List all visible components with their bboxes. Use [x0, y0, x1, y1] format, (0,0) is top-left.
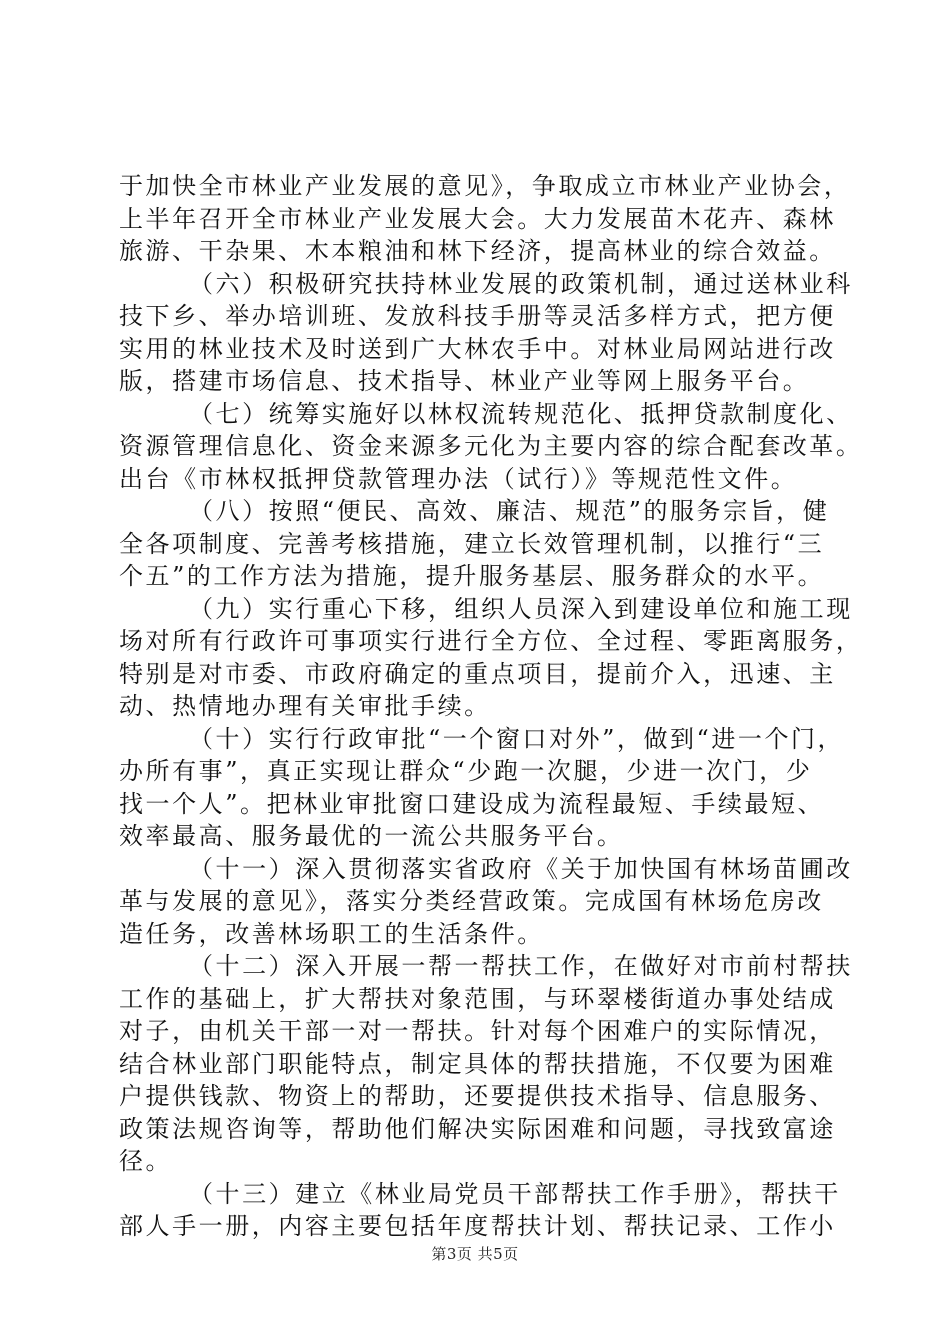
text-line: 个五”的工作方法为措施，提升服务基层、服务群众的水平。 — [119, 562, 825, 590]
text-line: 实用的林业技术及时送到广大林农手中。对林业局网站进行改 — [119, 334, 836, 363]
text-line: （十一）深入贯彻落实省政府《关于加快国有林场苗圃改 — [189, 854, 853, 883]
paragraph-item-12 — [119, 950, 853, 1178]
text-line: 出台《市林权抵押贷款管理办法（试行）》等规范性文件。 — [119, 464, 798, 493]
page-number-footer: 第3页 共5页 — [431, 1245, 519, 1263]
text-line: 全各项制度、完善考核措施，建立长效管理机制，以推行“三 — [119, 529, 825, 558]
text-line: 技下乡、举办培训班、发放科技手册等灵活多样方式，把方便 — [119, 302, 836, 330]
text-line: （六）积极研究扶持林业发展的政策机制，通过送林业科 — [189, 269, 853, 298]
text-line: （八）按照“便民、高效、廉洁、规范”的服务宗旨，健 — [189, 497, 830, 525]
text-line: （九）实行重心下移，组织人员深入到建设单位和施工现 — [189, 594, 853, 623]
paragraph-item-10 — [119, 723, 845, 853]
paragraph-item-13 — [119, 1178, 839, 1243]
text-line: 场对所有行政许可事项实行进行全方位、全过程、零距离服务， — [119, 627, 863, 655]
text-line: 特别是对市委、市政府确定的重点项目，提前介入，迅速、主 — [119, 659, 836, 688]
paragraph-item-9 — [119, 593, 863, 723]
paragraph-item-8 — [119, 495, 839, 593]
paragraph-item-11 — [119, 853, 853, 951]
text-line: 动、热情地办理有关审批手续。 — [119, 692, 491, 720]
text-line: 上半年召开全市林业产业发展大会。大力发展苗木花卉、森林 — [119, 204, 836, 233]
text-line: 户提供钱款、物资上的帮助，还要提供技术指导、信息服务、 — [119, 1082, 836, 1110]
text-line: 找一个人”。把林业审批窗口建设成为流程最短、手续最短、 — [119, 789, 825, 818]
text-line: 旅游、干杂果、木本粮油和林下经济，提高林业的综合效益。 — [119, 237, 836, 265]
text-line: 革与发展的意见》，落实分类经营政策。完成国有林场危房改 — [119, 887, 824, 915]
text-line: （十二）深入开展一帮一帮扶工作，在做好对市前村帮扶 — [189, 952, 853, 980]
text-line: 结合林业部门职能特点，制定具体的帮扶措施，不仅要为困难 — [119, 1049, 836, 1078]
text-line: 部人手一册，内容主要包括年度帮扶计划、帮扶记录、工作小 — [119, 1212, 836, 1240]
text-line: 办所有事”，真正实现让群众“少跑一次腿，少进一次门，少 — [119, 757, 813, 785]
text-line: 于加快全市林业产业发展的意见》，争取成立市林业产业协会， — [119, 172, 851, 200]
text-line: （十）实行行政审批“一个窗口对外”，做到“进一个门， — [189, 724, 845, 753]
paragraph-item-7 — [119, 398, 863, 496]
text-line: （十三）建立《林业局党员干部帮扶工作手册》，帮扶干 — [189, 1179, 841, 1208]
text-line: 版，搭建市场信息、技术指导、林业产业等网上服务平台。 — [119, 367, 810, 395]
text-line: 政策法规咨询等，帮助他们解决实际困难和问题，寻找致富途 — [119, 1114, 836, 1143]
paragraph-item-6 — [119, 268, 853, 398]
text-line: 造任务，改善林场职工的生活条件。 — [119, 919, 544, 948]
text-line: （七）统筹实施好以林权流转规范化、抵押贷款制度化、 — [189, 399, 853, 428]
document-body — [119, 170, 863, 1243]
text-line: 对子，由机关干部一对一帮扶。针对每个困难户的实际情况， — [119, 1017, 836, 1045]
text-line: 径。 — [119, 1147, 173, 1175]
text-line: 资源管理信息化、资金来源多元化为主要内容的综合配套改革。 — [119, 432, 863, 460]
text-line: 工作的基础上，扩大帮扶对象范围，与环翠楼街道办事处结成 — [119, 984, 836, 1013]
text-line: 效率最高、服务最优的一流公共服务平台。 — [119, 822, 624, 850]
paragraph-continuation — [119, 170, 851, 268]
